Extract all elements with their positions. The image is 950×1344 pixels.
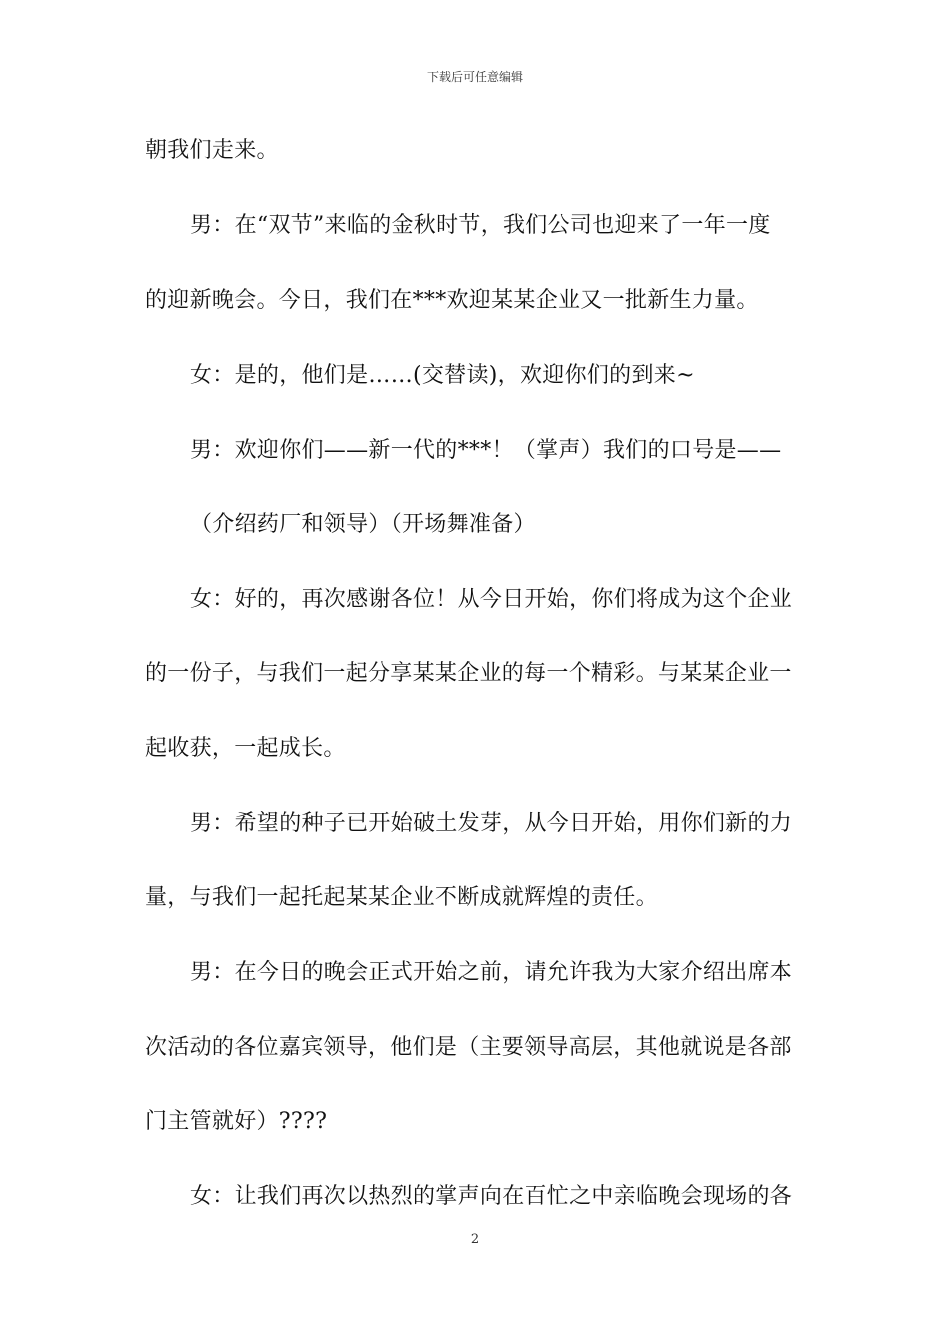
text-line: 男：希望的种子已开始破土发芽，从今日开始，用你们新的力 xyxy=(190,811,793,836)
text-line: 男：在今日的晚会正式开始之前，请允许我为大家介绍出席本 xyxy=(190,960,793,985)
text-line: 量，与我们一起托起某某企业不断成就辉煌的责任。 xyxy=(145,885,658,910)
text-line: 朝我们走来。 xyxy=(145,138,279,163)
text-line: （介绍药厂和领导）（开场舞准备） xyxy=(190,512,536,537)
text-line: 女：好的，再次感谢各位！从今日开始，你们将成为这个企业 xyxy=(190,587,793,612)
text-line: 起收获，一起成长。 xyxy=(145,736,346,761)
text-line: 男：欢迎你们——新一代的***！（掌声）我们的口号是—— xyxy=(190,438,782,463)
text-line: 男：在“双节”来临的金秋时节，我们公司也迎来了一年一度 xyxy=(190,213,771,238)
page-number: 2 xyxy=(470,1232,480,1247)
text-line: 女：让我们再次以热烈的掌声向在百忙之中亲临晚会现场的各 xyxy=(190,1184,793,1209)
text-line: 次活动的各位嘉宾领导，他们是（主要领导高层，其他就说是各部 xyxy=(145,1035,792,1060)
text-line: 的一份子，与我们一起分享某某企业的每一个精彩。与某某企业一 xyxy=(145,661,792,686)
page-header-note: 下载后可任意编辑 xyxy=(426,70,523,84)
text-line: 的迎新晚会。今日，我们在***欢迎某某企业又一批新生力量。 xyxy=(145,288,759,313)
text-line: 女：是的，他们是……(交替读)，欢迎你们的到来~ xyxy=(190,363,695,388)
text-line: 门主管就好）???? xyxy=(145,1109,328,1134)
